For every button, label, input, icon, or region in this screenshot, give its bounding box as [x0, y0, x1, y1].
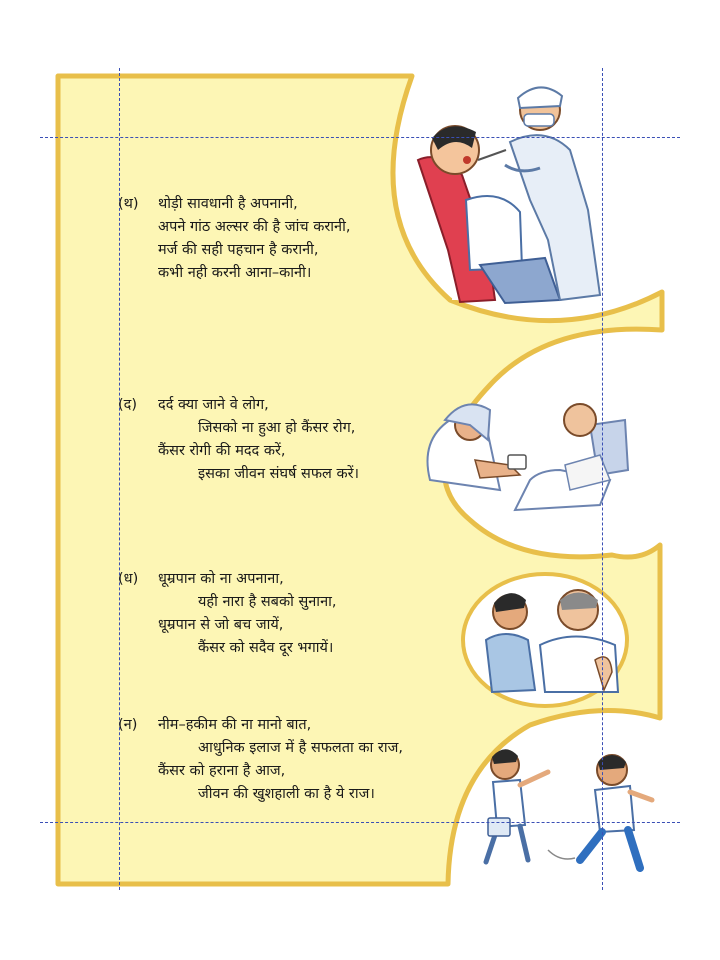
stanza-line: कैंसर को हराना है आज, — [158, 763, 286, 779]
stanza-marker: (ध) — [118, 571, 139, 587]
stanza-line: अपने गांठ अल्सर की है जांच करानी, — [158, 219, 351, 235]
stanza-marker: (द) — [118, 397, 138, 413]
stanza-line: इसका जीवन संघर्ष सफल करें। — [198, 466, 359, 482]
stanza-line: थोड़ी सावधानी है अपनानी, — [158, 196, 298, 212]
guide-line-bottom — [40, 822, 680, 823]
stanza-line: आधुनिक इलाज में है सफलता का राज, — [198, 740, 403, 756]
stanza-line: कभी नही करनी आना–कानी। — [158, 265, 312, 281]
stanza-marker: (थ) — [118, 196, 139, 212]
stanza-line: दर्द क्या जाने वे लोग, — [158, 397, 269, 413]
stanza-line: कैंसर को सदैव दूर भगायें। — [198, 640, 334, 656]
stanza-marker: (न) — [118, 717, 138, 733]
guide-line-right — [602, 68, 603, 890]
stanza-line: धूम्रपान को ना अपनाना, — [158, 571, 284, 587]
guide-line-left — [119, 68, 120, 890]
stanza-line: धूम्रपान से जो बच जायें, — [158, 617, 284, 633]
stanza-line: नीम–हकीम की ना मानो बात, — [158, 717, 312, 733]
nurse-patient-illustration — [428, 404, 629, 510]
stanza-line: मर्ज की सही पहचान है करानी, — [158, 242, 319, 258]
walking-men-illustration — [486, 749, 652, 868]
guide-line-top — [40, 137, 680, 138]
stanza-line: जीवन की खुशहाली का है ये राज। — [198, 786, 375, 802]
stanza-line: जिसको ना हुआ हो कैंसर रोग, — [198, 420, 356, 436]
stanza-line: कैंसर रोगी की मदद करें, — [158, 443, 286, 459]
stanza-line: यही नारा है सबको सुनाना, — [198, 594, 337, 610]
dentist-illustration — [418, 87, 600, 303]
